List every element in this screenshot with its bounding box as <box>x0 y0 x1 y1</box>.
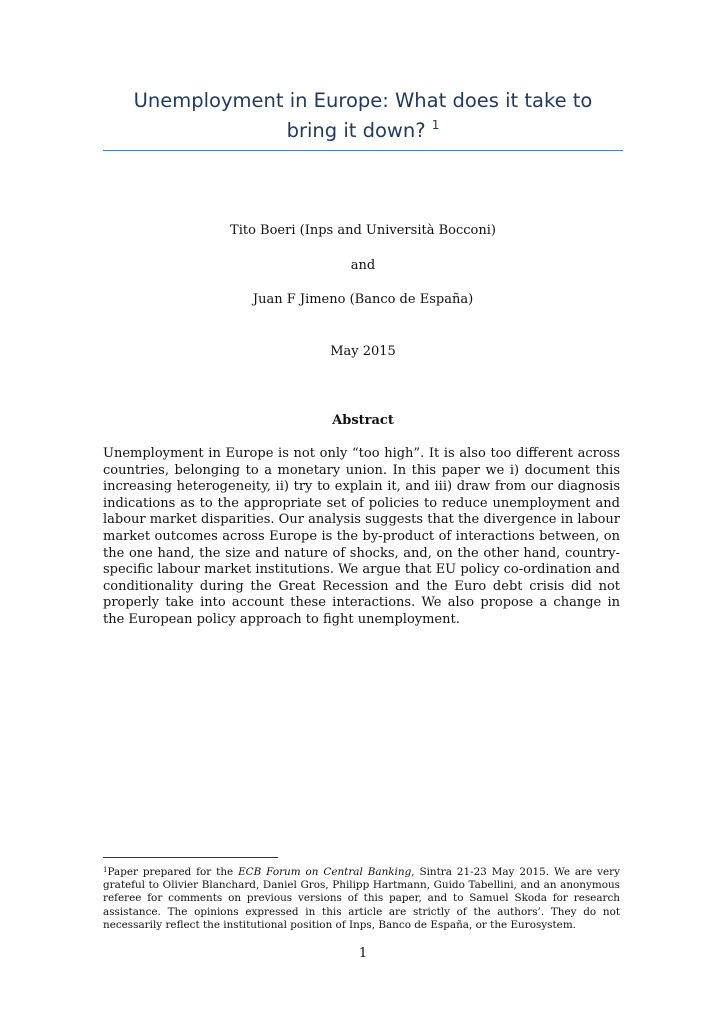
footnote-marker: 1 <box>103 866 108 874</box>
abstract-heading: Abstract <box>332 413 394 428</box>
footnote-separator <box>103 857 278 858</box>
author-2: Juan F Jimeno (Banco de España) <box>252 292 474 307</box>
author-1: Tito Boeri (Inps and Università Bocconi) <box>230 223 496 238</box>
author-conjunction: and <box>350 258 376 273</box>
title-line-2: bring it down? <box>286 119 426 142</box>
publication-date: May 2015 <box>330 344 396 359</box>
paper-title <box>103 86 623 146</box>
footnote-prefix: Paper prepared for the <box>107 866 239 878</box>
page-number: 1 <box>358 946 368 961</box>
footnote-suffix: , Sintra 21-23 May 2015. We are very grateful to Olivier Blanchard, Daniel Gros, Philipp Hartmann, Guido Tabellini, and an anonymous referee for comments on previous versions of this paper, and to Samuel Skoda for research assistance. The opinions expressed in this article are strictly of the authors’. They do not necessarily reflect the institutional position of Inps, Banco de España, or the Eurosystem. <box>103 866 620 931</box>
title-underline <box>103 150 623 151</box>
abstract-body: Unemployment in Europe is not only “too high”. It is also too different across countries, belonging to a monetary union. In this paper we i) document this increasing heterogeneity, ii) try to explain it, and iii) draw from our diagnosis indications as to the appropriate set of policies to reduce unemployment and labour market disparities. Our analysis suggests that the divergence in labour market outcomes across Europe is the by-product of interactions between, on the one hand, the size and nature of shocks, and, on the other hand, country-specific labour market institutions. We argue that EU policy co-ordination and conditionality during the Great Recession and the Euro debt crisis did not properly take into account these interactions. We also propose a change in the European policy approach to fight unemployment. <box>103 446 620 627</box>
footnote-event-name: ECB Forum on Central Banking <box>238 866 412 878</box>
title-footnote-marker[interactable]: 1 <box>431 118 440 132</box>
title-line-1: Unemployment in Europe: What does it take to <box>133 89 593 112</box>
footnote <box>103 866 620 932</box>
